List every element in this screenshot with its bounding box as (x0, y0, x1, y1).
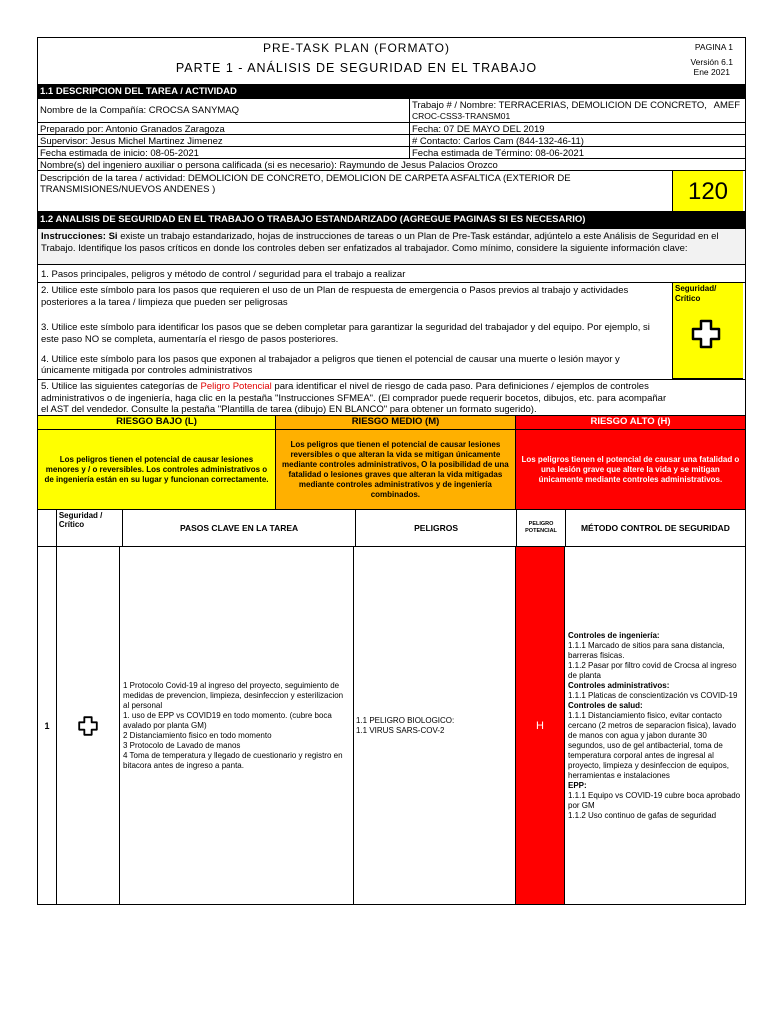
col-hazards-header: PELIGROS (355, 510, 516, 546)
col-potential-header: PELIGRO POTENCIAL (516, 510, 565, 546)
version-date: Ene 2021 (693, 67, 730, 77)
safety-cross-icon (691, 319, 721, 349)
instruction-item-5-end: para identificar el nivel de riesgo de cada paso. Para definiciones / ejemplos de controles administrativos o de ingeniería, haga clic en la pestaña "Instrucciones SFMEA". (El comprador puede requerir bocetos, dibujos, etc. para acompañar el AST del vendedor. Consulte la pestaña "Plantilla de tarea (dibujo) EN BLANCO" para obtener un formato sugerido). (41, 381, 667, 415)
table-row (38, 546, 745, 904)
job-name: Trabajo # / Nombre: TERRACERIAS, DEMOLICION DE CONCRETO, (412, 100, 707, 111)
prepared-by: Preparado por: Antonio Granados Zaragoza (40, 124, 225, 134)
safety-symbol-label: Seguridad/ Crítico (675, 284, 717, 303)
page-label: PAGINA 1 (694, 42, 733, 52)
risk-high-title: RIESGO ALTO (H) (515, 416, 745, 429)
task-number-badge: 120 (672, 171, 743, 211)
end-date: Fecha estimada de Término: 08-06-2021 (409, 147, 743, 158)
date-field: Fecha: 07 DE MAYO DEL 2019 (409, 123, 743, 134)
step-line: 1. uso de EPP vs COVID19 en todo momento. (cubre boca avalado por planta GM) (123, 710, 332, 730)
instructions (38, 229, 745, 264)
instruction-item-5-start: 5. Utilice las siguientes categorías de (41, 381, 201, 392)
version-label (690, 57, 733, 77)
risk-low-description: Los peligros tienen el potencial de causar lesiones menores y / o reversibles. Los controles administrativos o de ingeniería están en su lugar y funcionan correctamente. (38, 430, 275, 509)
safety-cross-icon (77, 715, 99, 737)
control-line: 1.1.1 Platicas de conscientización vs COVID-19 (568, 690, 738, 700)
step-line: 3 Protocolo de Lavado de manos (123, 740, 241, 750)
contact: # Contacto: Carlos Cam (844-132-46-11) (409, 135, 743, 146)
hazard-line: 1.1 VIRUS SARS-COV-2 (356, 725, 445, 735)
company-name: Nombre de la Compañía: CROCSA SANYMAQ (40, 105, 240, 116)
row-safety-cell (56, 547, 119, 904)
col-num-header (38, 510, 56, 546)
step-line: 2 Distanciamiento fisico en todo momento (123, 730, 272, 740)
start-date: Fecha estimada de inicio: 08-05-2021 (40, 148, 199, 158)
section-heading-analysis: 1.2 ANALISIS DE SEGURIDAD EN EL TRABAJO O TRABAJO ESTANDARIZADO (AGREGUE PAGINAS SI ES NECESARIO) (38, 212, 745, 228)
instructions-text: existe un trabajo estandarizado, hojas de instrucciones de tareas o un Plan de Pre-Task estándar, adjúntelo a este Análisis de Seguridad en el Trabajo. Identifique los pasos críticos en donde los controles deben ser enfatizados al trabajador. Como mínimo, considere la siguiente información clave: (41, 231, 719, 254)
risk-high-description: Los peligros tienen el potencial de causar una fatalidad o una lesión grave que altere la vida y se mitigan únicamente mediante controles administrativos. (515, 430, 745, 509)
engineer-name: Nombre(s) del ingeniero auxiliar o persona calificada (si es necesario): Raymundo de Jesus Palacios Orozco (40, 160, 498, 170)
control-line: 1.1.1 Marcado de sitios para sana distancia, barreras fisicas. (568, 640, 725, 660)
hazard-line: 1.1 PELIGRO BIOLOGICO: (356, 715, 455, 725)
control-line: 1.1.2 Pasar por filtro covid de Crocsa al ingreso de planta (568, 660, 737, 680)
section-heading-description: 1.1 DESCRIPCION DEL TAREA / ACTIVIDAD (38, 85, 745, 98)
col-safety-header: Seguridad / Crítico (56, 510, 122, 546)
instruction-item-1: 1. Pasos principales, peligros y método de control / seguridad para el trabajo a realizar (41, 269, 406, 280)
document-header (38, 38, 745, 84)
instruction-item-4: 4. Utilice este símbolo para los pasos que exponen al trabajador a peligros que tienen el potencial de causar una muerte o lesión mayor y únicamente mitigada por controles administrativos (41, 353, 620, 377)
document-title: PRE-TASK PLAN (FORMATO) (262, 41, 450, 55)
col-method-header: MÉTODO CONTROL DE SEGURIDAD (565, 510, 745, 546)
instructions-label: Instrucciones: Si (41, 231, 118, 242)
instruction-item-2: 2. Utilice este símbolo para los pasos que requieren el uso de un Plan de respuesta de emergencia o Pasos previos al trabajo y actividades posteriores a la tarea / limpieza que pueden ser peligrosas (41, 285, 629, 308)
version-number: Versión 6.1 (690, 57, 733, 67)
step-line: 4 Toma de temperatura y llegado de cuestionario y registro en bitacora antes de ingreso a panta. (123, 750, 343, 770)
control-line: 1.1.1 Distanciamiento fisico, evitar contacto cercano (2 metros de separacion fisica), lavado de manos con agua y jabon durante 30 segundos, uso de gel antibacterial, toma de temperatura corporal antes de ingresal al proyecto, limpieza y desinfeccion de equipos, herramientas e instalaciones (568, 710, 737, 780)
row-potential-badge: H (515, 547, 564, 904)
row-steps-cell (119, 547, 353, 904)
control-heading: EPP: (568, 780, 587, 790)
control-line: 1.1.2 Uso continuo de gafas de seguridad (568, 810, 717, 820)
control-heading: Controles de salud: (568, 700, 643, 710)
supervisor: Supervisor: Jesus Michel Martinez Jimenez (40, 136, 223, 146)
risk-medium-description: Los peligros que tienen el potencial de causar lesiones reversibles o que alteran la vida se mitigan únicamente mediante controles administrativos, O la posibilidad de una fatalidad o lesiones graves que alteran la vida mitigadas mediante controles administrativos y de ingeniería combinados. (275, 430, 515, 509)
task-description: Descripción de la tarea / actividad: DEMOLICION DE CONCRETO, DEMOLICION DE CARPETA ASFALTICA (EXTERIOR DE TRANSMISIONES/NUEVOS ANDENES ) (40, 173, 571, 195)
control-heading: Controles administrativos: (568, 680, 670, 690)
instruction-items-group (38, 283, 672, 379)
row-method-cell (564, 547, 745, 904)
control-line: 1.1.1 Equipo vs COVID-19 cubre boca aprobado por GM (568, 790, 741, 810)
instruction-item-3: 3. Utilice este símbolo para identificar los pasos que se deben completar para garantizar la seguridad del trabajador y del equipo. Por ejemplo, si este paso NO se completa, aumentaría el riesgo de pasos posteriores. (41, 322, 650, 345)
job-name-cell (409, 99, 743, 122)
risk-low-title: RIESGO BAJO (L) (38, 416, 275, 429)
potential-hazard-link: Peligro Potencial (200, 381, 272, 392)
job-code: CROC-CSS3-TRANSM01 (412, 111, 511, 121)
instruction-item-5 (38, 380, 674, 415)
row-number: 1 (44, 720, 50, 731)
amef-label: AMEF (713, 100, 740, 111)
risk-medium-title: RIESGO MEDIO (M) (275, 416, 515, 429)
pre-task-plan-sheet (37, 37, 746, 905)
control-heading: Controles de ingeniería: (568, 630, 660, 640)
row-hazards-cell (353, 547, 515, 904)
safety-symbol-box (672, 283, 743, 379)
col-steps-header: PASOS CLAVE EN LA TAREA (122, 510, 355, 546)
step-line: 1 Protocolo Covid-19 al ingreso del proyecto, seguimiento de medidas de prevencion, limpieza, desinfeccion y esterilizacion al personal (123, 680, 344, 710)
document-subtitle: PARTE 1 - ANÁLISIS DE SEGURIDAD EN EL TRABAJO (175, 61, 538, 75)
